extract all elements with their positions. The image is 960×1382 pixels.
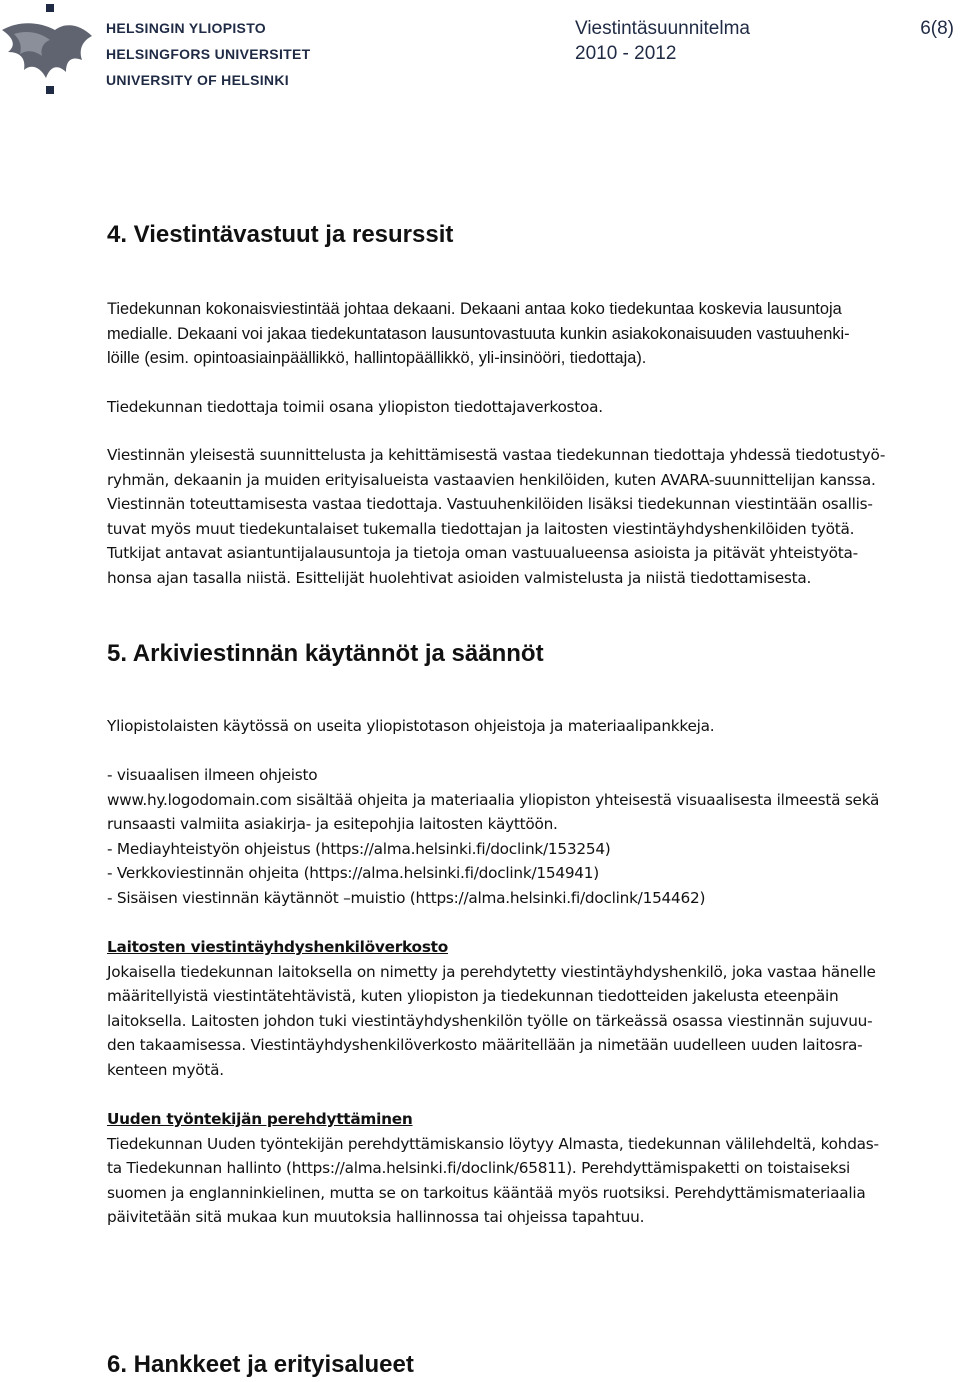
section-4-heading: 4. Viestintävastuut ja resurssit [107, 221, 454, 248]
section-6-heading: 6. Hankkeet ja erityisalueet [107, 1351, 414, 1378]
university-name-sv: HELSINGFORS UNIVERSITET [106, 46, 311, 62]
section-4-paragraph-3: Viestinnän yleisestä suunnittelusta ja kehittämisestä vastaa tiedekunnan tiedottaja yhdessä tiedotustyö- ryhmän, dekaanin ja muiden erityisalueista vastaavien henkilöiden, kuten AVARA-suunnittelijan kanssa. Viestinnän toteuttamisesta vastaa tiedottaja. Vastuuhenkilöiden lisäksi tiedekunnan viestintään osallis- tuvat myös muut tiedekuntalaiset tukemalla tiedottajan ja laitosten viestintäyhdyshenkilöiden työtä. Tutkijat antavat asiantuntijalausuntoja ja tietoja oman vastuualueensa asioista ja pitävät yhteistyöta- honsa ajan tasalla niistä. Esittelijät huolehtivat asioiden valmistelusta ja niistä tiedottamisesta. [107, 446, 886, 587]
section-4-paragraph-2: Tiedekunnan tiedottaja toimii osana yliopiston tiedottajaverkostoa. [107, 398, 603, 416]
subsection-title: Uuden työntekijän perehdyttäminen [107, 1110, 413, 1128]
subsection-contact-network: Laitosten viestintäyhdyshenkilöverkosto Jokaisella tiedekunnan laitoksella on nimetty ja perehdytetty viestintäyhdyshenkilö, joka vastaa hänelle määritellyistä viestintätehtävistä, kuten yliopiston ja tiedekunnan tiedotteiden jakelusta eteenpäin laitoksella. Laitosten johdon tuki viestintäyhdyshenkilön työlle on tärkeässä osassa viestinnän sujuvuu- den takaamisessa. Viestintäyhdyshenkilöverkosto määritellään ja nimetään uudelleen uuden laitosra- kenteen myötä. [107, 935, 960, 1083]
list-item: - Verkkoviestinnän ohjeita (https://alma.helsinki.fi/doclink/154941) [107, 864, 599, 883]
subsection-title: Laitosten viestintäyhdyshenkilöverkosto [107, 938, 448, 956]
minerva-owl-icon [0, 0, 100, 100]
university-name-en: UNIVERSITY OF HELSINKI [106, 72, 289, 88]
list-item: - Sisäisen viestinnän käytännöt –muistio (https://alma.helsinki.fi/doclink/154462) [107, 888, 706, 907]
list-item: - Mediayhteistyön ohjeistus (https://alma.helsinki.fi/doclink/153254) [107, 839, 611, 858]
list-item: runsaasti valmiita asiakirja- ja esitepohjia laitosten käyttöön. [107, 815, 558, 834]
section-5-heading: 5. Arkiviestinnän käytännöt ja säännöt [107, 640, 544, 667]
university-logo [0, 0, 311, 100]
section-4-paragraph-1: Tiedekunnan kokonaisviestintää johtaa dekaani. Dekaani antaa koko tiedekuntaa koskevia lausuntoja medialle. Dekaani voi jakaa tiedekuntatason lausuntovastuuta kunkin asiakokonaisuuden vastuuhenki- löille (esim. opintoasiainpäällikkö, hallintopäällikkö, yli-insinööri, tiedottaja). [107, 300, 850, 367]
university-name-fi: HELSINGIN YLIOPISTO [106, 20, 266, 36]
document-years: 2010 - 2012 [575, 43, 677, 64]
document-title: Viestintäsuunnitelma [575, 18, 750, 39]
section-5-intro: Yliopistolaisten käytössä on useita yliopistotason ohjeistoja ja materiaalipankkeja. [107, 717, 715, 735]
list-item: www.hy.logodomain.com sisältää ohjeita ja materiaalia yliopiston yhteisestä visuaalisesta ilmeestä sekä [107, 790, 880, 809]
section-5-resource-list [107, 763, 960, 911]
list-item: - visuaalisen ilmeen ohjeisto [107, 766, 318, 784]
page-number: 6(8) [920, 18, 954, 39]
subsection-orientation: Uuden työntekijän perehdyttäminen Tiedekunnan Uuden työntekijän perehdyttämiskansio löytyy Almasta, tiedekunnan välilehdeltä, kohdas- ta Tiedekunnan hallinto (https://alma.helsinki.fi/doclink/65811). Perehdyttämispaketti on toistaiseksi suomen ja englanninkielinen, mutta se on tarkoitus kääntää myös ruotsiksi. Perehdyttämismateriaalia päivitetään sitä mukaa kun muutoksia hallinnossa tai ohjeissa tapahtuu. [107, 1107, 960, 1230]
